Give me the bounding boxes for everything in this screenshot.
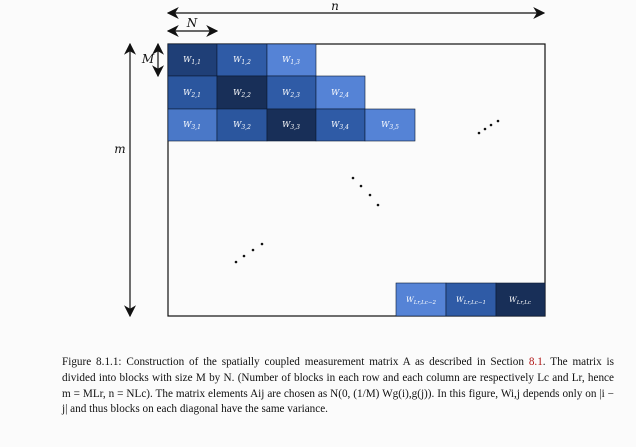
svg-text:W3,1: $W_{3,1}$ xyxy=(183,120,201,131)
svg-text:W2,1: $W_{2,1}$ xyxy=(183,88,201,99)
svg-text:W3,5: $W_{3,5}$ xyxy=(381,120,399,131)
svg-text:WLr,Lc−1: $W_{Lr,Lc-1}$ xyxy=(456,295,486,306)
block-w-1-2 xyxy=(217,44,267,76)
svg-text:W1,3: $W_{1,3}$ xyxy=(282,55,300,66)
ellipsis-upper-right xyxy=(478,120,500,135)
block-w-lr-lc xyxy=(496,283,545,316)
svg-text:W3,2: $W_{3,2}$ xyxy=(233,120,251,131)
block-w-3-2 xyxy=(217,109,267,141)
ellipsis-lower-left xyxy=(235,243,264,264)
block-w-2-3 xyxy=(267,76,316,109)
block-w-lr-lc-minus-1 xyxy=(446,283,496,316)
block-w-3-3 xyxy=(267,109,316,141)
svg-text:WLr,Lc−2: $W_{Lr,Lc-2}$ xyxy=(406,295,436,306)
svg-text:W3,4: $W_{3,4}$ xyxy=(331,120,349,131)
section-reference-link[interactable]: 8.1 xyxy=(528,356,543,368)
svg-text:WLr,Lc: $W_{Lr,Lc}$ xyxy=(509,295,531,306)
caption-text-part-1: Construction of the spatially coupled measurement matrix A as described in Section xyxy=(121,356,529,368)
block-w-1-1 xyxy=(168,44,217,76)
svg-text:W2,2: $W_{2,2}$ xyxy=(233,88,251,99)
N-dimension-label: N xyxy=(186,16,198,30)
svg-text:W3,3: $W_{3,3}$ xyxy=(282,120,300,131)
block-w-2-2 xyxy=(217,76,267,109)
ellipsis-diagonal xyxy=(352,177,380,207)
svg-text:W2,3: $W_{2,3}$ xyxy=(282,88,300,99)
block-w-3-1 xyxy=(168,109,217,141)
block-w-3-5 xyxy=(365,109,415,141)
svg-text:W1,2: $W_{1,2}$ xyxy=(233,55,251,66)
M-dimension-label: M xyxy=(141,52,155,66)
caption-text-part-2: . The matrix is divided into blocks with size M by N. (Number of blocks in each row and each column are respectively Lc and Lr, hence m = MLr, n = NLc). The matrix elements Aij are chosen as N(0, (1/M) Wg(i),g(j)). In this figure, Wi,j depends only on |i − j| and thus blocks on each diagonal have the same variance. xyxy=(62,356,614,416)
block-w-2-1 xyxy=(168,76,217,109)
n-dimension-label: n xyxy=(331,0,339,13)
svg-text:W1,1: $W_{1,1}$ xyxy=(183,55,201,66)
block-w-2-4 xyxy=(316,76,365,109)
block-w-lr-lc-minus-2 xyxy=(396,283,446,316)
svg-text:W2,4: $W_{2,4}$ xyxy=(331,88,349,99)
block-w-1-3 xyxy=(267,44,316,76)
figure-label: Figure 8.1.1: xyxy=(62,356,122,368)
m-dimension-label: m xyxy=(114,142,126,156)
block-w-3-4 xyxy=(316,109,365,141)
figure-caption xyxy=(62,355,614,418)
